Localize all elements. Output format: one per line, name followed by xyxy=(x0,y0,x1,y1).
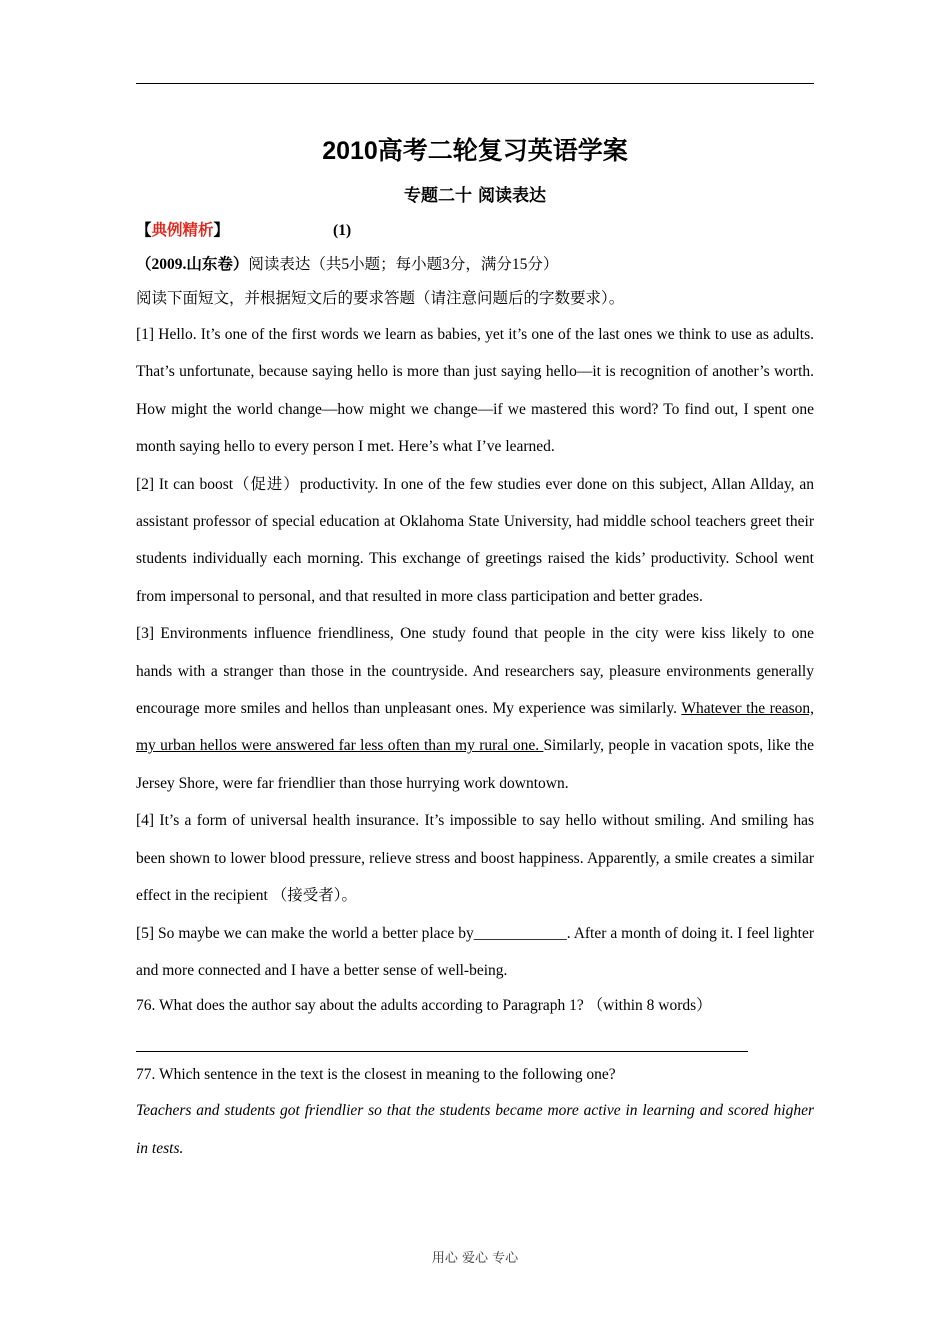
instruction: 阅读下面短文，并根据短文后的要求答题（请注意问题后的字数要求）。 xyxy=(136,290,625,307)
paragraph-3-end: Similarly, people in vacation spots, like the Jersey Shore, were far friendlier than those hurrying work downtown. xyxy=(136,737,814,792)
paragraph-5: [5] So maybe we can make the world a better place by____________. After a month of doing it. I feel lighter and more connected and I have a better sense of well-being. xyxy=(136,924,814,979)
question-77-quote: Teachers and students got friendlier so that the students became more active in learning and scored higher in tests. xyxy=(136,1102,814,1157)
bracket-open: 【 xyxy=(136,222,152,239)
bracket-close: 】 xyxy=(213,222,230,239)
section-label: 典例精析 xyxy=(151,222,214,239)
paragraph-3-start: [3] Environments influence friendliness, One study found that people in the city were kiss likely to one hands with a stranger than those in the countryside. And researchers say, pleasure environments generally encourage more smiles and hellos than unpleasant ones. My experience was similarly. xyxy=(136,625,814,718)
document-body xyxy=(136,128,814,1167)
underlined-sentence: Whatever the reason, my urban hellos were answered far less often than my rural one. xyxy=(136,700,814,755)
source-line xyxy=(136,248,814,282)
page-footer: 用心 爱心 专心 xyxy=(431,1251,519,1266)
paragraph-4: [4] It’s a form of universal health insurance. It’s impossible to say hello without smiling. And smiling has been shown to lower blood pressure, relieve stress and boost happiness. Apparently, a smile creates a similar effect in the recipient （接受者）。 xyxy=(136,812,814,905)
paragraph-3 xyxy=(136,615,814,802)
section-number: (1) xyxy=(333,222,352,239)
question-76: 76. What does the author say about the adults according to Paragraph 1? （within 8 words） xyxy=(136,997,712,1015)
page-subtitle: 专题二十 阅读表达 xyxy=(404,186,546,206)
page-title: 2010高考二轮复习英语学案 xyxy=(322,137,628,165)
header-rule xyxy=(136,83,814,84)
question-77: 77. Which sentence in the text is the closest in meaning to the following one? xyxy=(136,1066,616,1084)
section-heading xyxy=(136,214,814,248)
source-desc: 阅读表达（共5小题；每小题3分，满分15分） xyxy=(248,256,559,273)
paragraph-1: [1] Hello. It’s one of the first words we learn as babies, yet it’s one of the last ones we think to use as adults. That’s unfortunate, because saying hello is more than just saying hello—it is recognition of another’s worth. How might the world change—how might we change—if we mastered this word? To find out, I spent one month saying hello to every person I met. Here’s what I’ve learned. xyxy=(136,326,814,456)
source-tag: （2009.山东卷） xyxy=(136,256,249,273)
answer-line-76[interactable] xyxy=(136,1033,748,1052)
paragraph-2: [2] It can boost（促进）productivity. In one of the few studies ever done on this subject, Allan Allday, an assistant professor of special education at Oklahoma State University, had middle school teachers greet their students individually each morning. This exchange of greetings raised the kids’ productivity. School went from impersonal to personal, and that resulted in more class participation and better grades. xyxy=(136,475,814,605)
